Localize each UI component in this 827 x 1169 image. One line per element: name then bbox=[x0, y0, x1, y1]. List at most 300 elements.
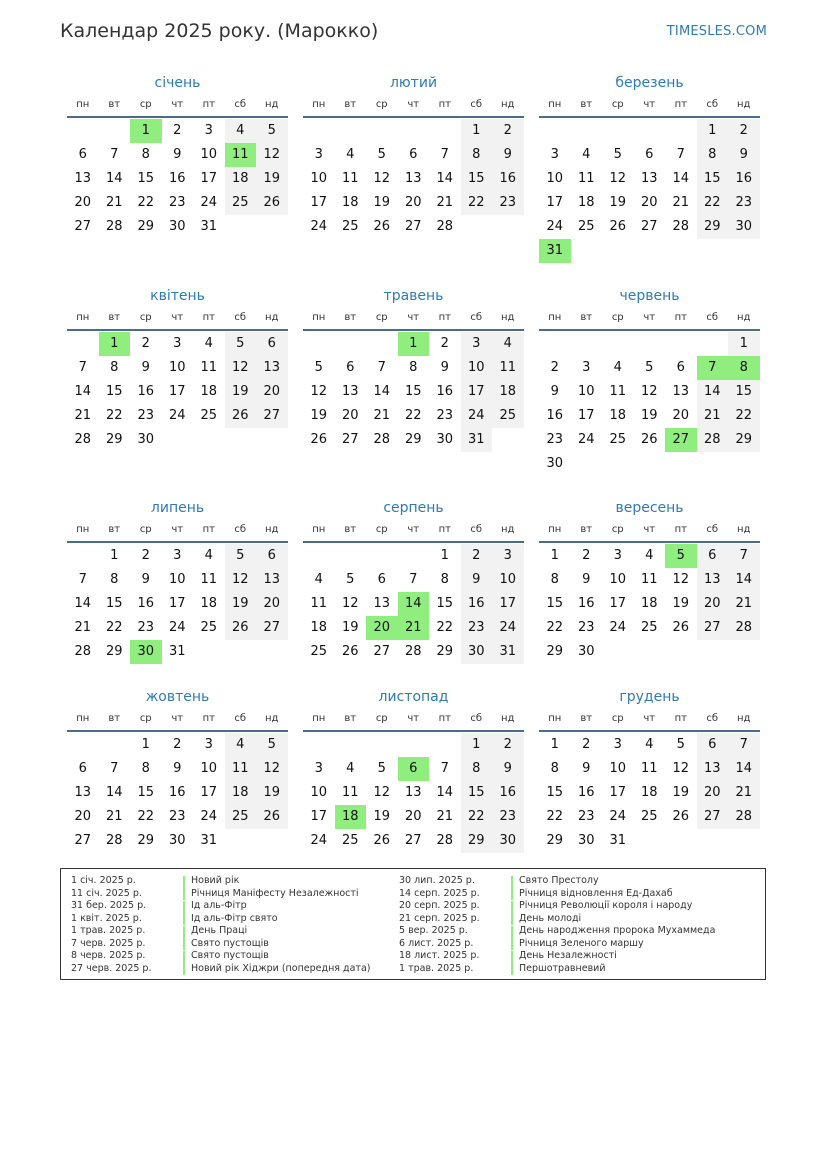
weekday-label: вт bbox=[108, 99, 121, 110]
day-cell: 8 bbox=[550, 572, 559, 587]
weekday-label: ср bbox=[375, 713, 388, 724]
day-cell: 7 bbox=[676, 147, 685, 162]
day-cell: 16 bbox=[461, 592, 493, 616]
day-cell: 8 bbox=[409, 360, 418, 375]
day-cell: 12 bbox=[256, 757, 288, 781]
empty-day-cell bbox=[602, 119, 634, 143]
day-cell: 10 bbox=[200, 147, 218, 162]
day-cell: 10 bbox=[609, 761, 627, 776]
weekday-label: сб bbox=[706, 99, 719, 110]
weekday-label: ср bbox=[611, 713, 624, 724]
day-cell: 25 bbox=[577, 219, 595, 234]
legend-item bbox=[399, 900, 715, 913]
day-cell: 2 bbox=[728, 119, 760, 143]
day-cell: 27 bbox=[697, 616, 729, 640]
day-cell: 9 bbox=[582, 761, 591, 776]
day-cell: 17 bbox=[546, 195, 564, 210]
weekday-label: нд bbox=[265, 713, 279, 724]
weekday-label: пн bbox=[312, 524, 326, 535]
day-cell: 29 bbox=[404, 432, 422, 447]
empty-day-cell bbox=[602, 332, 634, 356]
month-name: липень bbox=[150, 500, 205, 516]
weekday-label: пн bbox=[76, 713, 90, 724]
weekday-label: пт bbox=[202, 524, 215, 535]
weekday-label: сб bbox=[470, 312, 483, 323]
day-cell: 18 bbox=[640, 785, 658, 800]
day-cell: 24 bbox=[200, 809, 218, 824]
month-calendar bbox=[539, 72, 760, 263]
day-cell: 17 bbox=[310, 809, 328, 824]
day-cell: 7 bbox=[110, 147, 119, 162]
day-cell: 29 bbox=[137, 833, 155, 848]
weekday-label: пт bbox=[438, 524, 451, 535]
day-cell: 13 bbox=[697, 568, 729, 592]
day-cell: 30 bbox=[546, 456, 564, 471]
weekday-label: ср bbox=[139, 713, 152, 724]
day-cell: 18 bbox=[609, 408, 627, 423]
day-cell: 9 bbox=[141, 360, 150, 375]
day-cell: 7 bbox=[409, 572, 418, 587]
legend-holiday-name: Ід аль-Фітр свято bbox=[191, 912, 278, 924]
month-calendar bbox=[539, 285, 760, 476]
day-cell: 11 bbox=[341, 785, 359, 800]
day-cell: 11 bbox=[200, 360, 218, 375]
day-cell: 22 bbox=[436, 620, 454, 635]
day-cell: 18 bbox=[200, 596, 218, 611]
legend-date: 20 серп. 2025 р. bbox=[399, 900, 480, 911]
day-cell: 12 bbox=[640, 384, 658, 399]
holiday-day-cell: 8 bbox=[728, 356, 760, 380]
day-cell: 19 bbox=[341, 620, 359, 635]
day-cell: 5 bbox=[676, 737, 685, 752]
day-cell: 21 bbox=[105, 809, 123, 824]
day-cell: 24 bbox=[310, 833, 328, 848]
empty-day-cell bbox=[67, 119, 99, 143]
legend-item bbox=[399, 963, 715, 976]
legend-item bbox=[399, 913, 715, 926]
day-cell: 13 bbox=[256, 568, 288, 592]
legend-holiday-name: Ід аль-Фітр bbox=[191, 900, 247, 911]
day-cell: 8 bbox=[110, 360, 119, 375]
day-cell: 14 bbox=[105, 785, 123, 800]
weekday-label: чт bbox=[643, 99, 656, 110]
weekday-label: пн bbox=[312, 713, 326, 724]
day-cell: 25 bbox=[341, 219, 359, 234]
legend-item bbox=[399, 938, 715, 951]
day-cell: 28 bbox=[105, 833, 123, 848]
legend-item bbox=[71, 950, 370, 963]
holiday-marker-icon bbox=[183, 963, 185, 975]
legend-date: 8 черв. 2025 р. bbox=[71, 950, 146, 961]
day-cell: 28 bbox=[436, 219, 454, 234]
day-cell: 20 bbox=[697, 592, 729, 616]
day-cell: 10 bbox=[492, 568, 524, 592]
day-cell: 13 bbox=[697, 757, 729, 781]
weekday-label: сб bbox=[234, 99, 247, 110]
empty-day-cell bbox=[634, 332, 666, 356]
day-cell: 15 bbox=[105, 384, 123, 399]
legend-holiday-name: День молоді bbox=[519, 912, 582, 924]
empty-day-cell bbox=[571, 332, 603, 356]
legend-date: 18 лист. 2025 р. bbox=[399, 950, 480, 961]
holiday-marker-icon bbox=[183, 938, 185, 950]
day-cell: 17 bbox=[168, 596, 186, 611]
legend-holiday-name: Річниця відновлення Ед-Дахаб bbox=[519, 887, 673, 899]
weekday-label: вт bbox=[108, 312, 121, 323]
day-cell: 22 bbox=[137, 195, 155, 210]
day-cell: 19 bbox=[609, 195, 627, 210]
day-cell: 4 bbox=[645, 548, 654, 563]
day-cell: 7 bbox=[440, 147, 449, 162]
legend-item bbox=[71, 913, 370, 926]
empty-day-cell bbox=[99, 733, 131, 757]
weekday-label: пн bbox=[312, 312, 326, 323]
day-cell: 23 bbox=[436, 408, 454, 423]
holiday-marker-icon bbox=[183, 951, 185, 963]
weekday-label: вт bbox=[344, 713, 357, 724]
day-cell: 11 bbox=[577, 171, 595, 186]
day-cell: 12 bbox=[225, 568, 257, 592]
day-cell: 19 bbox=[256, 781, 288, 805]
month-name: грудень bbox=[619, 689, 680, 705]
day-cell: 29 bbox=[546, 644, 564, 659]
weekday-label: пн bbox=[548, 312, 562, 323]
day-cell: 19 bbox=[640, 408, 658, 423]
day-cell: 6 bbox=[697, 544, 729, 568]
day-cell: 15 bbox=[137, 171, 155, 186]
days-grid bbox=[539, 118, 760, 263]
weekday-label: вт bbox=[344, 312, 357, 323]
weekday-label: пт bbox=[674, 713, 687, 724]
day-cell: 14 bbox=[373, 384, 391, 399]
day-cell: 6 bbox=[256, 332, 288, 356]
weekday-label: вт bbox=[344, 99, 357, 110]
day-cell: 23 bbox=[492, 805, 524, 829]
day-cell: 18 bbox=[225, 781, 257, 805]
day-cell: 9 bbox=[728, 143, 760, 167]
day-cell: 14 bbox=[697, 380, 729, 404]
day-cell: 2 bbox=[492, 733, 524, 757]
empty-day-cell bbox=[697, 332, 729, 356]
holiday-day-cell: 27 bbox=[665, 428, 697, 452]
day-cell: 10 bbox=[168, 360, 186, 375]
day-cell: 20 bbox=[404, 195, 422, 210]
day-cell: 12 bbox=[310, 384, 328, 399]
day-cell: 11 bbox=[200, 572, 218, 587]
empty-day-cell bbox=[67, 733, 99, 757]
month-calendar bbox=[67, 497, 288, 664]
day-cell: 19 bbox=[373, 195, 391, 210]
day-cell: 28 bbox=[728, 805, 760, 829]
holiday-marker-icon bbox=[511, 963, 513, 975]
day-cell: 2 bbox=[492, 119, 524, 143]
weekday-header bbox=[303, 519, 524, 543]
day-cell: 28 bbox=[74, 644, 92, 659]
day-cell: 2 bbox=[550, 360, 559, 375]
day-cell: 11 bbox=[609, 384, 627, 399]
day-cell: 1 bbox=[440, 548, 449, 563]
day-cell: 17 bbox=[461, 380, 493, 404]
day-cell: 4 bbox=[314, 572, 323, 587]
day-cell: 8 bbox=[461, 757, 493, 781]
day-cell: 28 bbox=[373, 432, 391, 447]
day-cell: 8 bbox=[141, 147, 150, 162]
day-cell: 28 bbox=[672, 219, 690, 234]
holiday-marker-icon bbox=[511, 876, 513, 888]
empty-day-cell bbox=[398, 733, 430, 757]
day-cell: 1 bbox=[728, 332, 760, 356]
day-cell: 29 bbox=[105, 432, 123, 447]
day-cell: 1 bbox=[550, 737, 559, 752]
day-cell: 1 bbox=[141, 737, 150, 752]
day-cell: 22 bbox=[546, 809, 564, 824]
day-cell: 24 bbox=[546, 219, 564, 234]
day-cell: 30 bbox=[577, 644, 595, 659]
day-cell: 19 bbox=[225, 380, 257, 404]
day-cell: 26 bbox=[256, 805, 288, 829]
month-calendar bbox=[67, 686, 288, 853]
weekday-label: пт bbox=[674, 312, 687, 323]
day-cell: 16 bbox=[137, 596, 155, 611]
holiday-day-cell: 1 bbox=[398, 332, 430, 356]
day-cell: 10 bbox=[546, 171, 564, 186]
day-cell: 17 bbox=[609, 596, 627, 611]
weekday-label: нд bbox=[737, 713, 751, 724]
day-cell: 6 bbox=[346, 360, 355, 375]
day-cell: 24 bbox=[310, 219, 328, 234]
day-cell: 6 bbox=[697, 733, 729, 757]
weekday-label: пт bbox=[202, 312, 215, 323]
day-cell: 13 bbox=[74, 785, 92, 800]
day-cell: 25 bbox=[310, 644, 328, 659]
weekday-label: нд bbox=[737, 312, 751, 323]
day-cell: 21 bbox=[74, 408, 92, 423]
month-name: квітень bbox=[150, 288, 205, 304]
month-calendar bbox=[67, 285, 288, 452]
day-cell: 29 bbox=[105, 644, 123, 659]
day-cell: 28 bbox=[436, 833, 454, 848]
day-cell: 16 bbox=[728, 167, 760, 191]
day-cell: 26 bbox=[225, 616, 257, 640]
day-cell: 27 bbox=[256, 616, 288, 640]
empty-day-cell bbox=[571, 119, 603, 143]
legend-holiday-name: Свято пустощів bbox=[191, 950, 269, 961]
empty-day-cell bbox=[303, 733, 335, 757]
day-cell: 3 bbox=[314, 147, 323, 162]
day-cell: 27 bbox=[404, 833, 422, 848]
holiday-day-cell: 21 bbox=[398, 616, 430, 640]
day-cell: 15 bbox=[546, 785, 564, 800]
legend-holiday-name: День народження пророка Мухаммеда bbox=[519, 925, 716, 936]
weekday-label: нд bbox=[265, 312, 279, 323]
day-cell: 13 bbox=[341, 384, 359, 399]
day-cell: 27 bbox=[404, 219, 422, 234]
legend-item bbox=[71, 938, 370, 951]
day-cell: 17 bbox=[200, 171, 218, 186]
day-cell: 26 bbox=[672, 620, 690, 635]
day-cell: 13 bbox=[256, 356, 288, 380]
weekday-label: пн bbox=[76, 99, 90, 110]
day-cell: 20 bbox=[672, 408, 690, 423]
day-cell: 28 bbox=[728, 616, 760, 640]
weekday-header bbox=[303, 708, 524, 732]
weekday-label: нд bbox=[265, 99, 279, 110]
month-name: листопад bbox=[378, 689, 449, 705]
weekday-label: пн bbox=[312, 99, 326, 110]
day-cell: 16 bbox=[168, 785, 186, 800]
legend-date: 31 бер. 2025 р. bbox=[71, 900, 147, 911]
legend-date: 1 січ. 2025 р. bbox=[71, 875, 136, 886]
legend-holiday-name: Річниця Зеленого маршу bbox=[519, 937, 644, 949]
legend-date: 27 черв. 2025 р. bbox=[71, 962, 152, 974]
weekday-label: ср bbox=[375, 312, 388, 323]
weekday-label: вт bbox=[108, 524, 121, 535]
day-cell: 26 bbox=[672, 809, 690, 824]
empty-day-cell bbox=[429, 733, 461, 757]
day-cell: 4 bbox=[645, 737, 654, 752]
day-cell: 25 bbox=[640, 620, 658, 635]
day-cell: 10 bbox=[310, 171, 328, 186]
weekday-label: ср bbox=[611, 524, 624, 535]
legend-item bbox=[71, 888, 370, 901]
weekday-label: нд bbox=[501, 524, 515, 535]
brand-link[interactable]: TIMESLES.COM bbox=[666, 24, 767, 39]
day-cell: 3 bbox=[461, 332, 493, 356]
day-cell: 22 bbox=[105, 620, 123, 635]
day-cell: 7 bbox=[440, 761, 449, 776]
day-cell: 4 bbox=[492, 332, 524, 356]
legend-holiday-name: День Незалежності bbox=[519, 950, 617, 961]
weekday-label: нд bbox=[265, 524, 279, 535]
day-cell: 8 bbox=[141, 761, 150, 776]
day-cell: 11 bbox=[492, 356, 524, 380]
day-cell: 16 bbox=[492, 781, 524, 805]
holiday-day-cell: 31 bbox=[539, 239, 571, 263]
day-cell: 25 bbox=[609, 432, 627, 447]
day-cell: 13 bbox=[404, 785, 422, 800]
day-cell: 17 bbox=[310, 195, 328, 210]
day-cell: 21 bbox=[436, 195, 454, 210]
day-cell: 9 bbox=[141, 572, 150, 587]
day-cell: 20 bbox=[256, 592, 288, 616]
holiday-day-cell: 1 bbox=[99, 332, 131, 356]
day-cell: 25 bbox=[225, 191, 257, 215]
holiday-day-cell: 7 bbox=[697, 356, 729, 380]
weekday-label: пн bbox=[548, 524, 562, 535]
day-cell: 6 bbox=[409, 147, 418, 162]
day-cell: 28 bbox=[697, 428, 729, 452]
legend-date: 5 вер. 2025 р. bbox=[399, 925, 468, 936]
day-cell: 2 bbox=[582, 737, 591, 752]
day-cell: 20 bbox=[256, 380, 288, 404]
day-cell: 19 bbox=[310, 408, 328, 423]
weekday-label: вт bbox=[108, 713, 121, 724]
day-cell: 29 bbox=[436, 644, 454, 659]
day-cell: 12 bbox=[341, 596, 359, 611]
month-name: лютий bbox=[389, 75, 438, 91]
day-cell: 30 bbox=[461, 640, 493, 664]
day-cell: 30 bbox=[577, 833, 595, 848]
day-cell: 12 bbox=[672, 761, 690, 776]
day-cell: 6 bbox=[645, 147, 654, 162]
day-cell: 6 bbox=[78, 761, 87, 776]
weekday-label: ср bbox=[139, 524, 152, 535]
empty-day-cell bbox=[99, 119, 131, 143]
weekday-label: ср bbox=[139, 312, 152, 323]
weekday-label: чт bbox=[643, 524, 656, 535]
days-grid bbox=[539, 543, 760, 664]
day-cell: 27 bbox=[74, 833, 92, 848]
day-cell: 5 bbox=[256, 119, 288, 143]
day-cell: 20 bbox=[341, 408, 359, 423]
day-cell: 4 bbox=[225, 733, 257, 757]
day-cell: 16 bbox=[436, 384, 454, 399]
day-cell: 14 bbox=[105, 171, 123, 186]
day-cell: 4 bbox=[582, 147, 591, 162]
day-cell: 2 bbox=[440, 336, 449, 351]
day-cell: 26 bbox=[609, 219, 627, 234]
day-cell: 18 bbox=[310, 620, 328, 635]
empty-day-cell bbox=[366, 119, 398, 143]
empty-day-cell bbox=[366, 332, 398, 356]
day-cell: 15 bbox=[461, 167, 493, 191]
empty-day-cell bbox=[539, 332, 571, 356]
day-cell: 3 bbox=[204, 123, 213, 138]
weekday-label: пт bbox=[438, 713, 451, 724]
legend-column-right bbox=[399, 875, 715, 975]
day-cell: 18 bbox=[492, 380, 524, 404]
day-cell: 28 bbox=[404, 644, 422, 659]
day-cell: 4 bbox=[204, 548, 213, 563]
weekday-header bbox=[539, 519, 760, 543]
month-calendar bbox=[539, 686, 760, 853]
day-cell: 16 bbox=[546, 408, 564, 423]
month-name: травень bbox=[383, 288, 444, 304]
empty-day-cell bbox=[67, 544, 99, 568]
empty-day-cell bbox=[665, 119, 697, 143]
day-cell: 4 bbox=[204, 336, 213, 351]
day-cell: 14 bbox=[728, 757, 760, 781]
day-cell: 26 bbox=[373, 833, 391, 848]
legend-date: 1 квіт. 2025 р. bbox=[71, 912, 142, 924]
legend-date: 6 лист. 2025 р. bbox=[399, 937, 474, 949]
day-cell: 2 bbox=[141, 548, 150, 563]
day-cell: 7 bbox=[78, 360, 87, 375]
day-cell: 25 bbox=[200, 408, 218, 423]
day-cell: 20 bbox=[404, 809, 422, 824]
day-cell: 5 bbox=[346, 572, 355, 587]
day-cell: 9 bbox=[173, 761, 182, 776]
weekday-header bbox=[539, 307, 760, 331]
day-cell: 24 bbox=[609, 809, 627, 824]
day-cell: 9 bbox=[440, 360, 449, 375]
day-cell: 3 bbox=[613, 737, 622, 752]
day-cell: 17 bbox=[168, 384, 186, 399]
empty-day-cell bbox=[429, 119, 461, 143]
legend-date: 14 серп. 2025 р. bbox=[399, 887, 480, 899]
day-cell: 27 bbox=[74, 219, 92, 234]
day-cell: 5 bbox=[377, 761, 386, 776]
weekday-label: сб bbox=[706, 713, 719, 724]
empty-day-cell bbox=[366, 544, 398, 568]
days-grid bbox=[67, 331, 288, 452]
day-cell: 14 bbox=[728, 568, 760, 592]
empty-day-cell bbox=[67, 332, 99, 356]
day-cell: 1 bbox=[461, 733, 493, 757]
day-cell: 9 bbox=[550, 384, 559, 399]
day-cell: 15 bbox=[404, 384, 422, 399]
month-name: жовтень bbox=[145, 689, 210, 705]
